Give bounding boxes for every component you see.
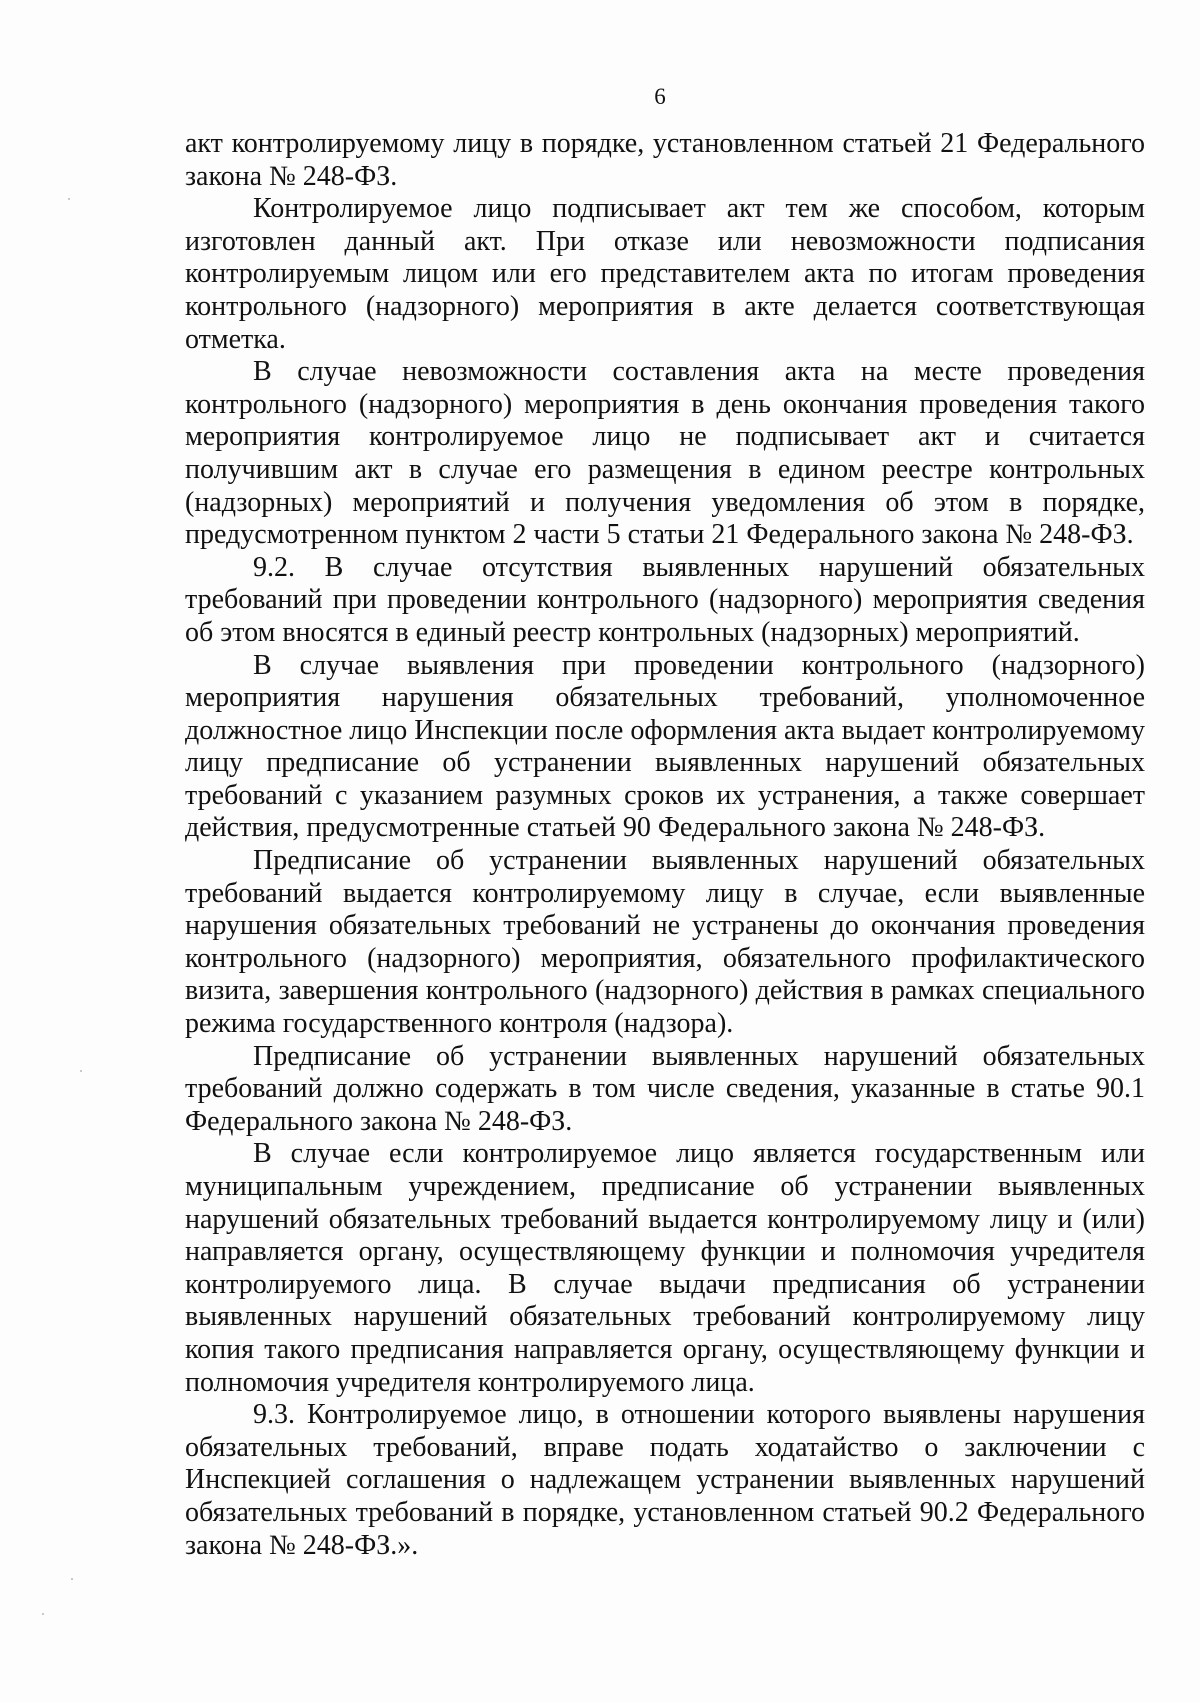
paragraph-violations-found: В случае выявления при проведении контрольного (надзорного) мероприятия нарушения обязательных требований, уполномоченное должностное лицо Инспекции после оформления акта выдает контролируемому лицу предписание об устранении выявленных нарушений обязательных требований с указанием разумных сроков их устранения, а также совершает действия, предусмотренные статьей 90 Федерального закона № 248-ФЗ. [185,649,1145,844]
paragraph-clause-9-3: 9.3. Контролируемое лицо, в отношении которого выявлены нарушения обязательных требований, вправе подать ходатайство о заключении с Инспекцией соглашения о надлежащем устранении выявленных нарушений обязательных требований в порядке, установленном статьей 90.2 Федерального закона № 248-ФЗ.». [185,1399,1145,1561]
paragraph-order-content: Предписание об устранении выявленных нарушений обязательных требований должно содержать в том числе сведения, указанные в статье 90.1 Федерального закона № 248-ФЗ. [185,1040,1145,1137]
scan-speck [80,1070,82,1072]
paragraph-act-impossibility: В случае невозможности составления акта на месте проведения контрольного (надзорного) мероприятия в день окончания проведения такого мероприятия контролируемое лицо не подписывает акт и считается получившим акт в случае его размещения в едином реестре контрольных (надзорных) мероприятий и получения уведомления об этом в порядке, предусмотренном пунктом 2 части 5 статьи 21 Федерального закона № 248-ФЗ. [185,356,1145,551]
paragraph-act-signing: Контролируемое лицо подписывает акт тем же способом, которым изготовлен данный акт. При отказе или невозможности подписания контролируемым лицом или его представителем акта по итогам проведения контрольного (надзорного) мероприятия в акте делается соответствующая отметка. [185,193,1145,355]
paragraph-act-delivery: акт контролируемому лицу в порядке, установленном статьей 21 Федерального закона № 248-ФЗ. [185,128,1145,192]
paragraph-state-institution: В случае если контролируемое лицо является государственным или муниципальным учреждением, предписание об устранении выявленных нарушений обязательных требований выдается контролируемому лицу и (или) направляется органу, осуществляющему функции и полномочия учредителя контролируемого лица. В случае выдачи предписания об устранении выявленных нарушений обязательных требований контролируемому лицу копия такого предписания направляется органу, осуществляющему функции и полномочия учредителя контролируемого лица. [185,1138,1145,1398]
scan-speck [68,198,70,200]
scan-speck [71,1578,73,1580]
paragraph-clause-9-2: 9.2. В случае отсутствия выявленных нарушений обязательных требований при проведении контрольного (надзорного) мероприятия сведения об этом вносятся в единый реестр контрольных (надзорных) мероприятий. [185,551,1145,648]
scan-speck [42,1613,44,1615]
paragraph-order-issuance: Предписание об устранении выявленных нарушений обязательных требований выдается контролируемому лицу в случае, если выявленные нарушения обязательных требований не устранены до окончания проведения контрольного (надзорного) мероприятия, обязательного профилактического визита, завершения контрольного (надзорного) действия в рамках специального режима государственного контроля (надзора). [185,845,1145,1040]
page-number: 6 [654,84,666,109]
document-body [185,128,1145,1562]
